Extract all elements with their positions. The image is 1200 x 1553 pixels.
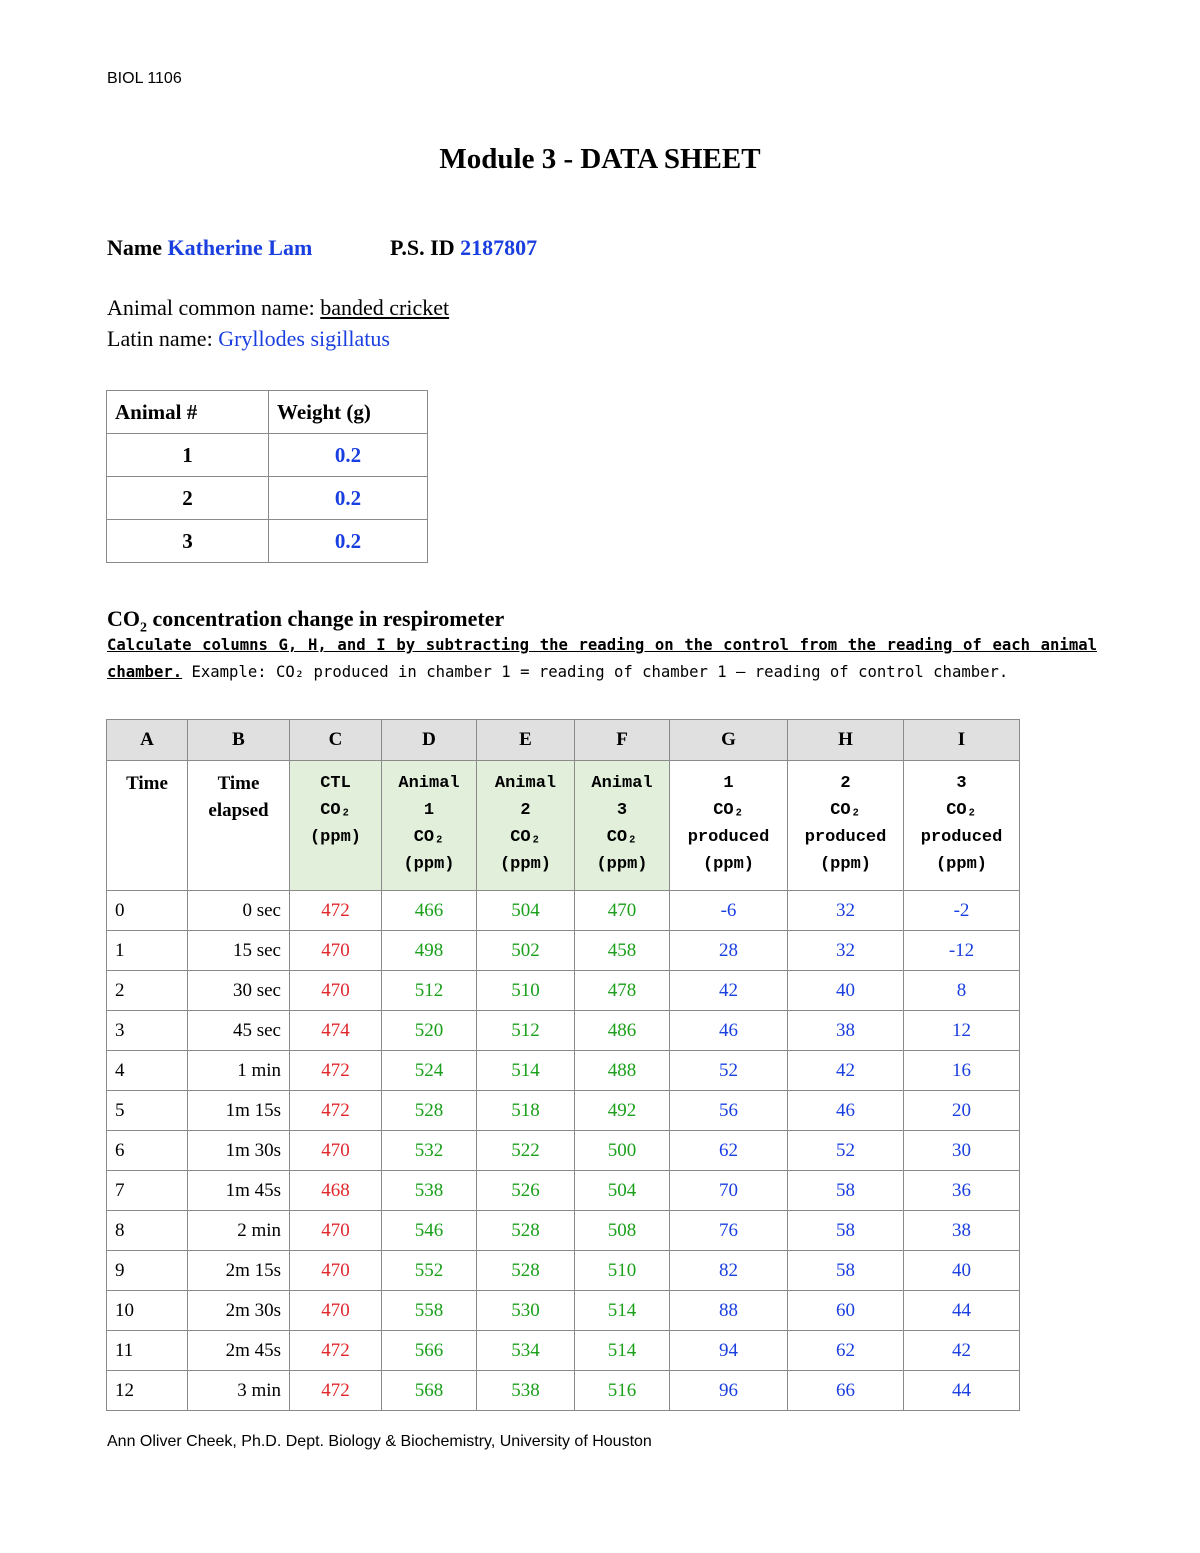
header-line: (ppm) <box>403 855 455 874</box>
time-cell: 4 <box>107 1051 188 1091</box>
psid-label: P.S. ID <box>390 235 455 260</box>
column-header-d <box>382 761 477 891</box>
control-co2-cell: 472 <box>290 1051 382 1091</box>
animal-3-co2-cell: 504 <box>575 1171 670 1211</box>
name-label: Name <box>107 235 162 260</box>
produced-3-cell: 38 <box>904 1211 1020 1251</box>
elapsed-cell: 45 sec <box>188 1011 290 1051</box>
table-row <box>107 891 1020 931</box>
elapsed-cell: 0 sec <box>188 891 290 931</box>
header-line: CO₂ <box>320 801 351 820</box>
elapsed-cell: 15 sec <box>188 931 290 971</box>
header-line: 2 <box>840 774 851 793</box>
time-cell: 1 <box>107 931 188 971</box>
animal-number-header: Animal # <box>107 391 269 434</box>
header-line: CO₂ <box>606 828 638 847</box>
animal-2-co2-cell: 534 <box>477 1331 575 1371</box>
column-header-a <box>107 761 188 891</box>
time-cell: 0 <box>107 891 188 931</box>
produced-1-cell: 70 <box>670 1171 788 1211</box>
table-row <box>107 1291 1020 1331</box>
column-letter-e: E <box>477 720 575 761</box>
elapsed-cell: 30 sec <box>188 971 290 1011</box>
control-co2-cell: 474 <box>290 1011 382 1051</box>
animal-3-co2-cell: 500 <box>575 1131 670 1171</box>
elapsed-cell: 3 min <box>188 1371 290 1411</box>
animal-1-co2-cell: 528 <box>382 1091 477 1131</box>
animal-2-co2-cell: 510 <box>477 971 575 1011</box>
psid-value: 2187807 <box>460 235 538 260</box>
column-header-h <box>788 761 904 891</box>
animal-3-co2-cell: 488 <box>575 1051 670 1091</box>
control-co2-cell: 470 <box>290 1291 382 1331</box>
animal-2-co2-cell: 514 <box>477 1051 575 1091</box>
column-letter-i: I <box>904 720 1020 761</box>
animal-3-co2-cell: 492 <box>575 1091 670 1131</box>
heading-subscript: 2 <box>140 620 147 636</box>
animal-3-co2-cell: 508 <box>575 1211 670 1251</box>
header-line: (ppm) <box>499 855 551 874</box>
animal-common-name-line <box>107 295 449 321</box>
header-line: Time <box>217 773 260 794</box>
produced-2-cell: 42 <box>788 1051 904 1091</box>
header-line: (ppm) <box>702 855 754 874</box>
header-line: CO₂ <box>830 801 861 820</box>
column-header-b <box>188 761 290 891</box>
produced-2-cell: 62 <box>788 1331 904 1371</box>
control-co2-cell: 472 <box>290 1371 382 1411</box>
produced-2-cell: 38 <box>788 1011 904 1051</box>
animal-1-co2-cell: 498 <box>382 931 477 971</box>
control-co2-cell: 470 <box>290 1251 382 1291</box>
animal-1-co2-cell: 466 <box>382 891 477 931</box>
produced-3-cell: 44 <box>904 1371 1020 1411</box>
animal-2-co2-cell: 504 <box>477 891 575 931</box>
header-line: CO₂ <box>713 801 744 820</box>
header-line: 3 <box>956 774 967 793</box>
column-header-c <box>290 761 382 891</box>
animal-3-co2-cell: 510 <box>575 1251 670 1291</box>
weight-table-row <box>107 520 428 563</box>
animal-3-co2-cell: 514 <box>575 1291 670 1331</box>
animal-3-co2-cell: 514 <box>575 1331 670 1371</box>
student-info-line <box>107 235 538 261</box>
header-line: 1 <box>723 774 734 793</box>
produced-2-cell: 46 <box>788 1091 904 1131</box>
animal-3-co2-cell: 470 <box>575 891 670 931</box>
animal-number-cell: 2 <box>107 477 269 520</box>
animal-2-co2-cell: 538 <box>477 1371 575 1411</box>
column-letter-h: H <box>788 720 904 761</box>
produced-1-cell: 82 <box>670 1251 788 1291</box>
header-line: Animal <box>494 774 557 793</box>
animal-3-co2-cell: 478 <box>575 971 670 1011</box>
animal-3-co2-cell: 516 <box>575 1371 670 1411</box>
column-letter-a: A <box>107 720 188 761</box>
table-row <box>107 1091 1020 1131</box>
produced-3-cell: 12 <box>904 1011 1020 1051</box>
animal-1-co2-cell: 512 <box>382 971 477 1011</box>
table-row <box>107 971 1020 1011</box>
produced-3-cell: 20 <box>904 1091 1020 1131</box>
table-row <box>107 1331 1020 1371</box>
header-line: Animal <box>591 774 653 793</box>
header-line: Time <box>126 773 168 794</box>
control-co2-cell: 470 <box>290 1131 382 1171</box>
header-line: CO₂ <box>413 828 445 847</box>
header-line: produced <box>920 828 1003 847</box>
produced-1-cell: 94 <box>670 1331 788 1371</box>
produced-1-cell: 42 <box>670 971 788 1011</box>
produced-3-cell: -12 <box>904 931 1020 971</box>
elapsed-cell: 1m 45s <box>188 1171 290 1211</box>
column-header-e <box>477 761 575 891</box>
produced-2-cell: 60 <box>788 1291 904 1331</box>
table-row <box>107 1131 1020 1171</box>
header-line: (ppm) <box>309 828 361 847</box>
header-line: 1 <box>423 801 435 820</box>
time-cell: 9 <box>107 1251 188 1291</box>
animal-3-co2-cell: 486 <box>575 1011 670 1051</box>
control-co2-cell: 472 <box>290 891 382 931</box>
produced-3-cell: 8 <box>904 971 1020 1011</box>
produced-2-cell: 58 <box>788 1171 904 1211</box>
animal-number-cell: 3 <box>107 520 269 563</box>
time-cell: 3 <box>107 1011 188 1051</box>
column-header-f <box>575 761 670 891</box>
time-cell: 5 <box>107 1091 188 1131</box>
heading-rest-text: concentration change in respirometer <box>147 606 505 631</box>
produced-2-cell: 58 <box>788 1251 904 1291</box>
time-cell: 10 <box>107 1291 188 1331</box>
animal-1-co2-cell: 558 <box>382 1291 477 1331</box>
produced-1-cell: 46 <box>670 1011 788 1051</box>
header-line: produced <box>804 828 887 847</box>
weight-cell: 0.2 <box>269 520 428 563</box>
weight-table-row <box>107 477 428 520</box>
produced-3-cell: 40 <box>904 1251 1020 1291</box>
animal-1-co2-cell: 538 <box>382 1171 477 1211</box>
animal-2-co2-cell: 522 <box>477 1131 575 1171</box>
produced-2-cell: 40 <box>788 971 904 1011</box>
latin-name-line <box>107 326 390 352</box>
elapsed-cell: 2m 15s <box>188 1251 290 1291</box>
heading-co-text: CO <box>107 606 140 631</box>
elapsed-cell: 1m 15s <box>188 1091 290 1131</box>
produced-1-cell: 52 <box>670 1051 788 1091</box>
time-cell: 7 <box>107 1171 188 1211</box>
produced-3-cell: 16 <box>904 1051 1020 1091</box>
animal-2-co2-cell: 502 <box>477 931 575 971</box>
elapsed-cell: 1 min <box>188 1051 290 1091</box>
control-co2-cell: 470 <box>290 931 382 971</box>
animal-number-cell: 1 <box>107 434 269 477</box>
time-cell: 2 <box>107 971 188 1011</box>
produced-2-cell: 52 <box>788 1131 904 1171</box>
animal-2-co2-cell: 512 <box>477 1011 575 1051</box>
footer-credit: Ann Oliver Cheek, Ph.D. Dept. Biology & Biochemistry, University of Houston <box>107 1433 652 1450</box>
time-cell: 11 <box>107 1331 188 1371</box>
weight-table-header-row <box>107 391 428 434</box>
header-line: (ppm) <box>935 855 987 874</box>
header-line: (ppm) <box>596 855 648 874</box>
latin-name-label: Latin name: <box>107 326 213 351</box>
time-cell: 6 <box>107 1131 188 1171</box>
header-line: CO₂ <box>946 801 977 820</box>
name-value: Katherine Lam <box>167 235 313 260</box>
elapsed-cell: 2 min <box>188 1211 290 1251</box>
column-letter-c: C <box>290 720 382 761</box>
produced-1-cell: 96 <box>670 1371 788 1411</box>
produced-2-cell: 66 <box>788 1371 904 1411</box>
control-co2-cell: 468 <box>290 1171 382 1211</box>
header-line: 3 <box>616 801 628 820</box>
weight-cell: 0.2 <box>269 477 428 520</box>
produced-1-cell: 62 <box>670 1131 788 1171</box>
control-co2-cell: 470 <box>290 1211 382 1251</box>
table-row <box>107 1051 1020 1091</box>
column-header-i <box>904 761 1020 891</box>
produced-1-cell: 88 <box>670 1291 788 1331</box>
animal-1-co2-cell: 524 <box>382 1051 477 1091</box>
control-co2-cell: 472 <box>290 1331 382 1371</box>
animal-2-co2-cell: 528 <box>477 1211 575 1251</box>
produced-3-cell: 30 <box>904 1131 1020 1171</box>
column-letter-g: G <box>670 720 788 761</box>
table-row <box>107 931 1020 971</box>
instruction-text: Calculate columns G, H, and I by subtracting the reading on the control from the reading of each animal chamber. <box>107 636 1097 681</box>
column-letter-row <box>107 720 1020 761</box>
produced-3-cell: 42 <box>904 1331 1020 1371</box>
animal-2-co2-cell: 526 <box>477 1171 575 1211</box>
table-row <box>107 1251 1020 1291</box>
produced-2-cell: 32 <box>788 931 904 971</box>
column-letter-f: F <box>575 720 670 761</box>
control-co2-cell: 470 <box>290 971 382 1011</box>
common-name-label: Animal common name: <box>107 295 315 320</box>
header-line: (ppm) <box>819 855 871 874</box>
table-row <box>107 1011 1020 1051</box>
animal-3-co2-cell: 458 <box>575 931 670 971</box>
course-code: BIOL 1106 <box>107 70 182 87</box>
produced-1-cell: 28 <box>670 931 788 971</box>
header-line: CTL <box>320 774 351 793</box>
latin-name-value: Gryllodes sigillatus <box>218 326 390 351</box>
produced-1-cell: 76 <box>670 1211 788 1251</box>
produced-2-cell: 58 <box>788 1211 904 1251</box>
produced-1-cell: -6 <box>670 891 788 931</box>
column-letter-d: D <box>382 720 477 761</box>
elapsed-cell: 1m 30s <box>188 1131 290 1171</box>
produced-1-cell: 56 <box>670 1091 788 1131</box>
produced-3-cell: 44 <box>904 1291 1020 1331</box>
animal-1-co2-cell: 520 <box>382 1011 477 1051</box>
column-letter-b: B <box>188 720 290 761</box>
animal-1-co2-cell: 568 <box>382 1371 477 1411</box>
animal-2-co2-cell: 518 <box>477 1091 575 1131</box>
table-row <box>107 1371 1020 1411</box>
produced-3-cell: -2 <box>904 891 1020 931</box>
calculation-instructions <box>107 632 1097 686</box>
co2-data-table <box>106 719 1020 1411</box>
animal-2-co2-cell: 530 <box>477 1291 575 1331</box>
header-line: elapsed <box>208 800 269 821</box>
animal-1-co2-cell: 552 <box>382 1251 477 1291</box>
weight-table <box>106 390 428 563</box>
time-cell: 8 <box>107 1211 188 1251</box>
weight-cell: 0.2 <box>269 434 428 477</box>
data-table-body <box>107 891 1020 1411</box>
animal-2-co2-cell: 528 <box>477 1251 575 1291</box>
produced-3-cell: 36 <box>904 1171 1020 1211</box>
animal-1-co2-cell: 546 <box>382 1211 477 1251</box>
weight-table-row <box>107 434 428 477</box>
control-co2-cell: 472 <box>290 1091 382 1131</box>
column-header-g <box>670 761 788 891</box>
produced-2-cell: 32 <box>788 891 904 931</box>
column-header-row <box>107 761 1020 891</box>
header-line: produced <box>687 828 770 847</box>
page-title: Module 3 - DATA SHEET <box>439 143 761 175</box>
elapsed-cell: 2m 45s <box>188 1331 290 1371</box>
table-row <box>107 1171 1020 1211</box>
weight-header: Weight (g) <box>269 391 428 434</box>
common-name-value: banded cricket <box>320 295 450 320</box>
animal-1-co2-cell: 532 <box>382 1131 477 1171</box>
example-text: Example: CO₂ produced in chamber 1 = reading of chamber 1 – reading of control chamber. <box>191 663 1009 681</box>
animal-1-co2-cell: 566 <box>382 1331 477 1371</box>
elapsed-cell: 2m 30s <box>188 1291 290 1331</box>
table-row <box>107 1211 1020 1251</box>
time-cell: 12 <box>107 1371 188 1411</box>
header-line: CO₂ <box>510 828 541 847</box>
header-line: 2 <box>520 801 531 820</box>
header-line: Animal <box>398 774 460 793</box>
